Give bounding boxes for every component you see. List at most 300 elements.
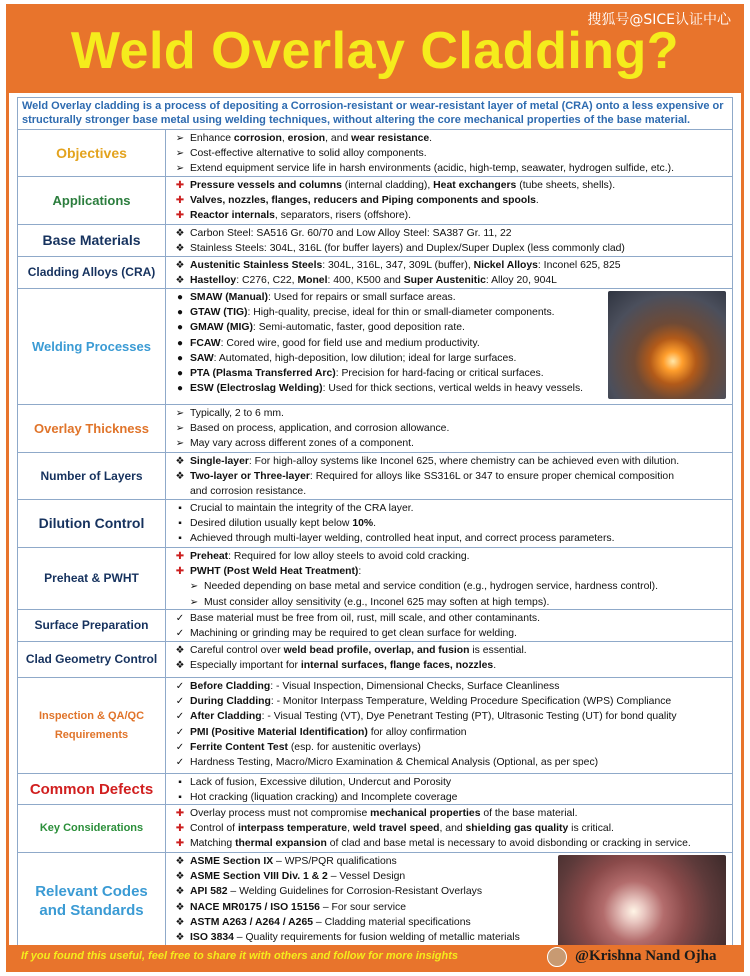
bullet-icon: ●	[176, 352, 184, 364]
text-run: – Welding Guidelines for Corrosion-Resistant Overlays	[227, 886, 483, 898]
section-row	[18, 224, 732, 256]
text-run: :	[358, 566, 362, 578]
bold-term: Reactor internals	[190, 210, 275, 222]
text-run: Base material must be free from oil, rust, mill scale, and other contaminants.	[190, 613, 540, 624]
section-items	[166, 405, 732, 452]
section-items	[166, 130, 732, 176]
item-text	[190, 564, 361, 579]
text-run: , and	[439, 823, 466, 835]
item-text	[190, 273, 557, 288]
author-avatar	[547, 947, 567, 967]
item-text	[190, 226, 512, 241]
bullet-icon: ❖	[175, 916, 185, 928]
list-item	[170, 193, 732, 208]
section-row	[18, 404, 732, 452]
text-run: Especially important for	[190, 660, 301, 672]
text-run: : 400, K500 and	[327, 275, 404, 287]
list-item	[170, 790, 732, 805]
item-text	[190, 484, 306, 499]
infographic	[6, 4, 744, 972]
item-text	[190, 915, 471, 930]
item-text	[190, 336, 480, 351]
bold-term: mechanical properties	[370, 808, 481, 819]
item-text	[204, 579, 658, 594]
section-category: Welding Processes	[18, 289, 166, 404]
item-text	[190, 381, 583, 396]
bold-term: After Cladding	[190, 711, 262, 723]
item-text	[190, 626, 517, 641]
section-category: Overlay Thickness	[18, 405, 166, 452]
bold-term: During Cladding	[190, 696, 271, 708]
item-text	[190, 790, 457, 805]
text-run: May vary across different zones of a component.	[190, 438, 414, 450]
bullet-icon: ✓	[175, 726, 185, 738]
section-row	[18, 852, 732, 948]
item-text	[190, 806, 578, 821]
section-items	[166, 177, 732, 224]
item-text	[190, 131, 432, 146]
list-item	[170, 146, 732, 161]
item-text	[190, 900, 406, 915]
text-run: for alloy confirmation	[367, 726, 467, 738]
list-item	[170, 454, 732, 469]
section-category: Key Considerations	[18, 805, 166, 852]
item-text	[190, 241, 625, 256]
text-run: is essential.	[469, 645, 527, 656]
text-run: : For high-alloy systems like Inconel 625, where chemistry can be achieved even with dilution.	[248, 456, 680, 467]
intro-text: Weld Overlay cladding is a process of depositing a Corrosion-resistant or wear-resistant layer of metal (CRA) onto a less expensive or structurally stronger base metal using welding techniques, without altering the core mechanical properties of the base material.	[17, 97, 733, 129]
text-run: Based on process, application, and corrosion allowance.	[190, 423, 450, 435]
text-run: ,	[347, 823, 353, 835]
item-text	[190, 516, 376, 531]
item-text	[190, 658, 496, 673]
bold-term: GMAW (MIG)	[190, 322, 253, 334]
bullet-icon: ✓	[175, 628, 185, 640]
item-text	[190, 643, 527, 658]
list-item	[170, 406, 732, 421]
bullet-icon: ❖	[175, 645, 185, 656]
text-run: .	[493, 660, 497, 672]
section-row	[18, 176, 732, 224]
item-text	[190, 679, 559, 694]
text-run: Lack of fusion, Excessive dilution, Undercut and Porosity	[190, 777, 452, 788]
text-run: : High-quality, precise, ideal for thin or small-diameter components.	[247, 307, 555, 319]
section-category: Common Defects	[18, 774, 166, 804]
list-item	[170, 806, 732, 821]
section-items	[166, 642, 732, 677]
item-text	[190, 469, 674, 484]
text-run: : Cored wire, good for field use and medium productivity.	[220, 337, 480, 349]
item-text	[190, 258, 621, 273]
section-row	[18, 609, 732, 641]
section-row	[18, 130, 732, 176]
item-text	[190, 884, 482, 899]
section-category: Relevant Codes and Standards	[18, 853, 166, 948]
text-run: : Alloy 20, 904L	[485, 275, 557, 287]
list-item	[170, 131, 732, 146]
bullet-icon: ❖	[175, 901, 185, 913]
section-items	[166, 500, 732, 547]
list-item	[170, 208, 732, 223]
item-text	[190, 869, 405, 884]
bullet-icon: ❖	[175, 456, 185, 467]
text-run: : Precision for hard-facing or critical surfaces.	[335, 368, 544, 380]
text-run: ,	[281, 133, 288, 144]
bullet-icon: ●	[176, 292, 184, 303]
bold-term: Single-layer	[190, 456, 249, 467]
bullet-icon: ❖	[175, 471, 185, 483]
section-category: Dilution Control	[18, 500, 166, 547]
section-category: Inspection & QA/QC Requirements	[18, 678, 166, 773]
footer-banner	[9, 945, 741, 969]
footer-message: If you found this useful, feel free to share it with others and follow for more insights	[21, 950, 458, 962]
bullet-icon: ➢	[175, 423, 185, 435]
item-text	[190, 854, 397, 869]
bullet-icon: ❖	[175, 243, 185, 255]
text-run: of the base material.	[480, 808, 578, 819]
bullet-icon: ❖	[175, 886, 185, 898]
item-text	[190, 755, 598, 770]
list-item	[170, 658, 732, 673]
page-title: Weld Overlay Cladding?	[70, 22, 680, 80]
bold-term: Preheat	[190, 551, 229, 562]
watermark: 搜狐号@SICE认证中心	[587, 12, 731, 28]
bullet-icon: ✓	[175, 711, 185, 723]
list-item	[170, 178, 732, 193]
text-run: (tube sheets, shells).	[516, 180, 616, 191]
text-run: Enhance	[190, 133, 234, 144]
bullet-icon: ✚	[175, 195, 185, 207]
bullet-icon: ●	[176, 322, 184, 334]
text-run: : Inconel 625, 825	[537, 260, 621, 271]
bold-term: Austenitic Stainless Steels	[190, 260, 323, 271]
text-run: – Vessel Design	[327, 871, 406, 883]
bullet-icon: ❖	[175, 275, 185, 287]
item-text	[190, 775, 451, 790]
bold-term: NACE MR0175 / ISO 15156	[190, 901, 320, 913]
section-row	[18, 288, 732, 404]
section-row	[18, 804, 732, 852]
bold-term: ASME Section VIII Div. 1 & 2	[190, 871, 328, 883]
text-run: : Semi-automatic, faster, good deposition rate.	[252, 322, 465, 334]
item-text	[190, 178, 615, 193]
bold-term: PMI (Positive Material Identification)	[190, 726, 368, 738]
text-run: : 304L, 316L, 347, 309L (buffer),	[322, 260, 474, 271]
bold-term: erosion	[287, 133, 326, 144]
section-category: Number of Layers	[18, 453, 166, 499]
section-items	[166, 548, 732, 609]
list-item	[170, 241, 732, 256]
section-row	[18, 547, 732, 609]
bold-term: Ferrite Content Test	[190, 741, 288, 753]
section-category: Base Materials	[18, 225, 166, 256]
list-item	[170, 501, 732, 516]
list-item	[170, 161, 732, 176]
bold-term: ASTM A263 / A264 / A265	[190, 916, 314, 928]
bold-term: Pressure vessels and columns	[190, 180, 342, 191]
text-run: .	[373, 518, 376, 530]
bold-term: ISO 3834	[190, 932, 234, 944]
section-row	[18, 677, 732, 773]
item-text	[190, 821, 614, 836]
section-row	[18, 452, 732, 499]
bullet-icon: ▪	[178, 503, 182, 514]
text-run: – For sour service	[319, 901, 406, 913]
bold-term: SMAW (Manual)	[190, 292, 268, 303]
bold-term: ESW (Electroslag Welding)	[190, 383, 323, 395]
section-items	[166, 225, 732, 256]
bullet-icon: ➢	[175, 163, 185, 175]
item-text	[190, 501, 414, 516]
section-row	[18, 641, 732, 677]
item-text	[190, 351, 516, 366]
bold-term: GTAW (TIG)	[190, 307, 248, 319]
item-text	[190, 531, 615, 546]
bold-term: PWHT (Post Weld Heat Treatment)	[190, 566, 359, 578]
section-items	[166, 678, 732, 773]
bullet-icon: ✚	[175, 210, 185, 222]
item-text	[190, 193, 539, 208]
text-run: Matching	[190, 838, 236, 850]
bullet-icon: ❖	[175, 660, 185, 672]
content-table	[17, 129, 733, 949]
list-item	[170, 258, 732, 273]
bullet-icon: ➢	[189, 596, 199, 608]
bullet-icon: ✚	[175, 180, 185, 191]
item-text	[190, 709, 677, 724]
item-text	[190, 290, 456, 305]
text-run: , and	[325, 133, 352, 144]
bold-term: Monel	[297, 275, 328, 287]
text-run: Desired dilution usually kept below	[190, 518, 353, 530]
bullet-icon: ✓	[175, 741, 185, 753]
list-item	[170, 836, 732, 851]
text-run: Carbon Steel: SA516 Gr. 60/70 and Low Alloy Steel: SA387 Gr. 11, 22	[190, 228, 512, 239]
text-run: : - Visual Testing (VT), Dye Penetrant Testing (PT), Ultrasonic Testing (UT) for bond quality	[261, 711, 677, 723]
bullet-icon: ✓	[175, 681, 185, 692]
bullet-icon: ▪	[178, 792, 182, 804]
item-text	[190, 320, 465, 335]
text-run: – Cladding material specifications	[313, 916, 471, 928]
bullet-icon: ❖	[175, 871, 185, 883]
bold-term: Heat exchangers	[433, 180, 517, 191]
bold-term: Two-layer or Three-layer	[190, 471, 310, 483]
list-item	[170, 679, 732, 694]
list-item	[170, 516, 732, 531]
bullet-icon: ●	[176, 337, 184, 349]
text-run: : Required for low alloy steels to avoid cold cracking.	[228, 551, 470, 562]
text-run: Hardness Testing, Macro/Micro Examination & Chemical Analysis (Optional, as per spec)	[190, 757, 599, 769]
bold-term: ASME Section IX	[190, 856, 274, 867]
title-banner	[9, 7, 741, 93]
bullet-icon: ▪	[178, 777, 182, 788]
list-item	[170, 821, 732, 836]
section-category: Cladding Alloys (CRA)	[18, 257, 166, 288]
bold-term: SAW	[190, 352, 214, 364]
list-item	[170, 709, 732, 724]
list-item	[170, 775, 732, 790]
section-items	[166, 853, 732, 948]
section-items	[166, 289, 732, 404]
list-item	[170, 694, 732, 709]
text-run: – WPS/PQR qualifications	[273, 856, 397, 867]
bullet-icon: ➢	[175, 408, 185, 419]
item-text	[190, 549, 470, 564]
section-category: Preheat & PWHT	[18, 548, 166, 609]
list-item	[170, 595, 732, 610]
item-text	[190, 161, 674, 176]
item-text	[190, 930, 520, 945]
bullet-icon: ✓	[175, 757, 185, 769]
text-run: Needed depending on base metal and service condition (e.g., hydrogen service, hardness control).	[204, 581, 659, 593]
bullet-icon: ✓	[175, 696, 185, 708]
section-items	[166, 257, 732, 288]
text-run: Typically, 2 to 6 mm.	[190, 408, 284, 419]
text-run: Hot cracking (liquation cracking) and Incomplete coverage	[190, 792, 458, 804]
bullet-icon: ▪	[178, 533, 182, 545]
item-text	[190, 366, 544, 381]
list-item	[170, 740, 732, 755]
list-item	[170, 226, 732, 241]
text-run: Control of	[190, 823, 238, 835]
bullet-icon: ❖	[175, 228, 185, 239]
bullet-icon: ●	[176, 383, 184, 395]
bold-term: internal surfaces, flange faces, nozzles	[300, 660, 494, 672]
list-item	[170, 626, 732, 641]
text-run: Machining or grinding may be required to get clean surface for welding.	[190, 628, 517, 640]
text-run: : - Visual Inspection, Dimensional Checks, Surface Cleanliness	[270, 681, 560, 692]
list-item	[170, 421, 732, 436]
welding-torch-photo	[608, 291, 726, 399]
bullet-icon: ✚	[175, 566, 185, 578]
section-row	[18, 499, 732, 547]
bold-term: FCAW	[190, 337, 221, 349]
text-run: : Automated, high-deposition, low dilution; ideal for large surfaces.	[213, 352, 517, 364]
item-text	[190, 305, 555, 320]
item-text	[190, 436, 414, 451]
item-text	[190, 208, 411, 223]
bullet-icon: ✚	[175, 823, 185, 835]
author-name[interactable]: @Krishna Nand Ojha	[575, 948, 717, 964]
list-item	[170, 579, 732, 594]
text-run: Extend equipment service life in harsh environments (acidic, high-temp, seawater, hydrogen sulfide, etc.).	[190, 163, 674, 175]
section-category: Surface Preparation	[18, 610, 166, 641]
bold-term: weld travel speed	[352, 823, 440, 835]
bold-term: interpass temperature	[237, 823, 348, 835]
text-run: – Quality requirements for fusion welding of metallic materials	[233, 932, 520, 944]
item-text	[190, 740, 421, 755]
text-run: : Used for thick sections, vertical welds in heavy vessels.	[322, 383, 584, 395]
bold-term: Nickel Alloys	[473, 260, 538, 271]
list-item	[170, 643, 732, 658]
text-run: of clad and base metal is necessary to avoid disbonding or cracking in service.	[326, 838, 691, 850]
item-text	[190, 454, 679, 469]
list-item	[170, 611, 732, 626]
bold-term: 10%	[352, 518, 374, 530]
text-run: Careful control over	[190, 645, 284, 656]
item-text	[190, 406, 284, 421]
bullet-icon: ●	[176, 368, 184, 380]
bold-term: Before Cladding	[190, 681, 271, 692]
text-run: , separators, risers (offshore).	[274, 210, 411, 222]
bullet-icon: ✓	[175, 613, 185, 624]
bullet-icon: ●	[176, 307, 184, 319]
text-run: Stainless Steels: 304L, 316L (for buffer layers) and Duplex/Super Duplex (less commonly clad)	[190, 243, 625, 255]
bold-term: PTA (Plasma Transferred Arc)	[190, 368, 336, 380]
section-items	[166, 774, 732, 804]
text-run: : - Monitor Interpass Temperature, Welding Procedure Specification (WPS) Compliance	[270, 696, 672, 708]
bullet-icon: ➢	[189, 581, 199, 593]
item-text	[190, 421, 449, 436]
item-text	[204, 595, 549, 610]
text-run: Crucial to maintain the integrity of the CRA layer.	[190, 503, 414, 514]
list-item	[170, 469, 732, 484]
bold-term: weld bead profile, overlap, and fusion	[283, 645, 470, 656]
bullet-icon: ❖	[175, 856, 185, 867]
item-text	[190, 725, 467, 740]
section-items	[166, 805, 732, 852]
bold-term: thermal expansion	[235, 838, 327, 850]
bullet-icon: ✚	[175, 808, 185, 819]
text-run: Cost-effective alternative to solid alloy components.	[190, 148, 427, 160]
bold-term: shielding gas quality	[465, 823, 569, 835]
item-text	[190, 611, 540, 626]
bold-term: Super Austenitic	[403, 275, 486, 287]
bullet-icon: ❖	[175, 932, 185, 944]
text-run: Overlay process must not compromise	[190, 808, 371, 819]
text-run: : C276, C22,	[236, 275, 298, 287]
list-item	[170, 436, 732, 451]
text-run: Must consider alloy sensitivity (e.g., Inconel 625 may soften at high temps).	[204, 596, 550, 608]
text-run: and corrosion resistance.	[190, 486, 307, 498]
bullet-icon: ✚	[175, 551, 185, 562]
text-run: is critical.	[568, 823, 614, 835]
list-item	[170, 755, 732, 770]
list-item	[170, 725, 732, 740]
section-items	[166, 610, 732, 641]
bullet-icon: ➢	[175, 148, 185, 160]
text-run: (internal cladding),	[341, 180, 434, 191]
list-item	[170, 273, 732, 288]
bold-term: wear resistance	[351, 133, 430, 144]
bold-term: Valves, nozzles, flanges, reducers and Piping components and spools	[190, 195, 536, 207]
text-run: : Used for repairs or small surface areas.	[267, 292, 456, 303]
section-items	[166, 453, 732, 499]
bullet-icon: ➢	[175, 133, 185, 144]
bold-term: corrosion	[233, 133, 282, 144]
section-row	[18, 256, 732, 288]
item-text	[190, 836, 691, 851]
text-run: (esp. for austenitic overlays)	[287, 741, 421, 753]
bullet-icon	[170, 484, 190, 499]
section-category: Clad Geometry Control	[18, 642, 166, 677]
text-run: Achieved through multi-layer welding, controlled heat input, and correct process parameters.	[190, 533, 615, 545]
item-text	[190, 146, 427, 161]
section-category: Objectives	[18, 130, 166, 176]
bullet-icon: ✚	[175, 838, 185, 850]
bullet-icon: ▪	[178, 518, 182, 530]
text-run: .	[535, 195, 539, 207]
list-item	[170, 531, 732, 546]
list-item	[170, 564, 732, 579]
section-category: Applications	[18, 177, 166, 224]
bullet-icon: ➢	[175, 438, 185, 450]
bullet-icon: ❖	[175, 260, 185, 271]
bold-term: API 582	[190, 886, 228, 898]
list-item	[170, 549, 732, 564]
text-run: .	[429, 133, 433, 144]
list-item	[170, 484, 732, 499]
